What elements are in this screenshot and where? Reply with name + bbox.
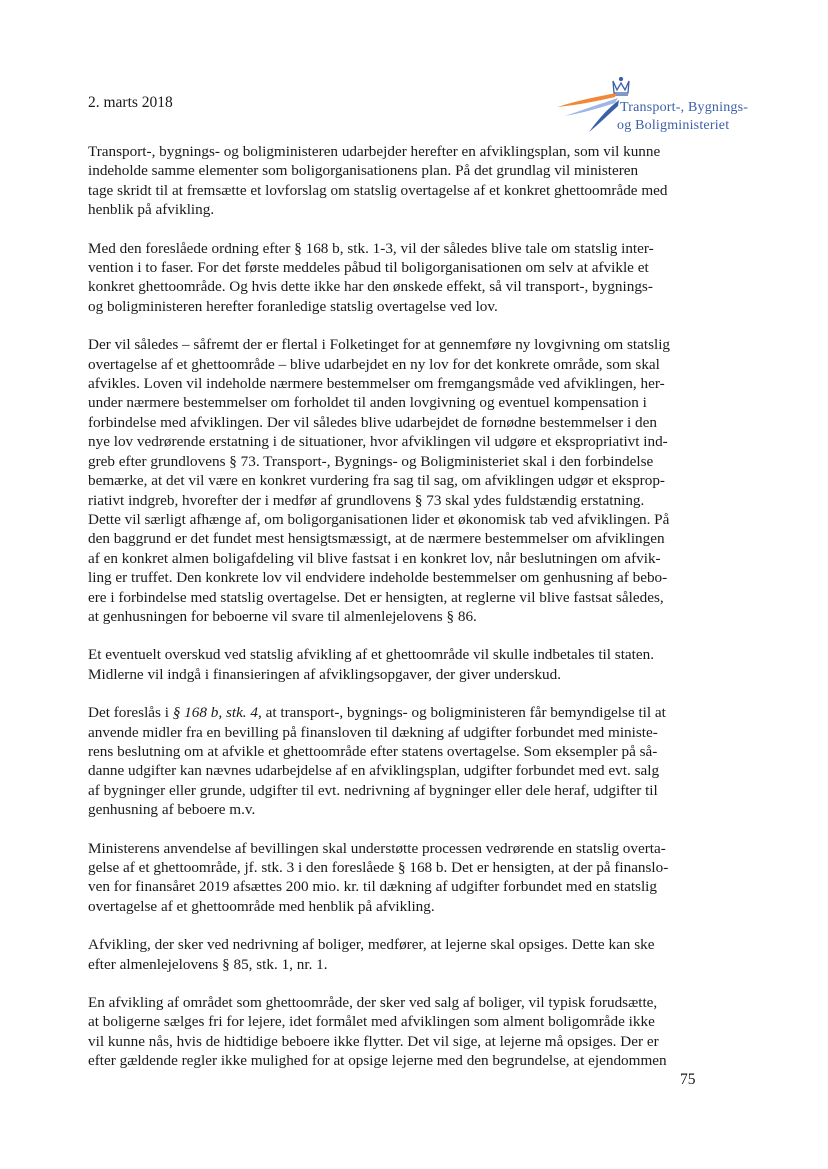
text-line: En afvikling af området som ghettoområde, der sker ved salg af boliger, vil typisk forudsætte, <box>88 994 658 1012</box>
text-line: vil kunne nås, hvis de hidtidige beboere ikke flytter. Det vil sige, at lejerne må opsiges. Der er <box>88 1032 659 1050</box>
text-line: riativt indgreb, hvorefter der i medfør af grundlovens § 73 skal ydes fuldstændig erstatning. <box>88 491 645 509</box>
text-line: konkret ghettoområde. Og hvis dette ikke har den ønskede effekt, så vil transport-, bygnings- <box>88 278 653 296</box>
text-line: anvende midler fra en bevilling på finansloven til dækning af udgifter forbundet med ministe- <box>88 723 658 741</box>
text-line: greb efter grundlovens § 73. Transport-, Bygnings- og Boligministeriet skal i den forbindelse <box>88 452 654 470</box>
section-reference: § 168 b, stk. 4 <box>172 704 258 722</box>
text-line: af en konkret almen boligafdeling vil blive fastsat i en konkret lov, når beslutningen om afvik- <box>88 549 661 567</box>
text-line: Transport-, bygnings- og boligministeren udarbejder herefter en afviklingsplan, som vil kunne <box>88 143 661 160</box>
paragraph-2 <box>88 239 708 317</box>
text-line: at genhusningen for beboerne vil svare til almenlejelovens § 86. <box>88 607 477 625</box>
text-line: rens beslutning om at afvikle et ghettoområde efter statens overtagelse. Som eksempler på så- <box>88 742 658 760</box>
text-line: indeholde samme elementer som boligorganisationens plan. På det grundlag vil ministeren <box>88 162 639 180</box>
text-prefix: Det foreslås i <box>88 704 173 722</box>
page-number: 75 <box>680 1071 696 1088</box>
text-line: afvikles. Loven vil indeholde nærmere bestemmelser om fremgangsmåde ved afviklingen, her- <box>88 375 665 393</box>
text-line: Midlerne vil indgå i finansieringen af afviklingsopgaver, der giver underskud. <box>88 665 562 683</box>
logo-line-1: Transport-, Bygnings- <box>620 100 749 115</box>
text-line: danne udgifter kan nævnes udarbejdelse af en afviklingsplan, udgifter forbundet med evt. salg <box>88 762 660 780</box>
logo-line-2: og Boligministeriet <box>617 118 730 133</box>
text-line: at boligerne sælges fri for lejere, idet formålet med afviklingen som alment boligområde ikke <box>88 1013 655 1031</box>
text-line: henblik på afvikling. <box>88 201 215 219</box>
text-line: ling er truffet. Den konkrete lov vil endvidere indeholde bestemmelser om genhusning af bebo- <box>88 569 668 587</box>
text-line: Dette vil særligt afhænge af, om boligorganisationen lider et økonomisk tab ved afviklingen. På <box>88 510 670 528</box>
text-line: genhusning af beboere m.v. <box>88 801 256 819</box>
paragraph-6 <box>88 839 708 917</box>
text-line: Et eventuelt overskud ved statslig afvikling af et ghettoområde vil skulle indbetales til staten. <box>88 646 655 664</box>
text-suffix: , at transport-, bygnings- og boligministeren får bemyndigelse til at <box>258 704 666 722</box>
text-line: af bygninger eller grunde, udgifter til evt. nedrivning af bygninger eller dele heraf, udgifter til <box>88 781 658 799</box>
text-line: Afvikling, der sker ved nedrivning af boliger, medfører, at lejerne skal opsiges. Dette kan ske <box>88 936 655 954</box>
text-line: ven for finansåret 2019 afsættes 200 mio. kr. til dækning af udgifter forbundet med en statslig <box>88 878 657 896</box>
paragraph-1 <box>88 142 708 220</box>
paragraph-5 <box>88 703 708 819</box>
text-line: Med den foreslåede ordning efter § 168 b, stk. 1-3, vil der således blive tale om statslig inter- <box>88 239 654 257</box>
text-line: og boligministeren herefter foranledige statslig overtagelse ved lov. <box>88 297 498 315</box>
text-line: efter almenlejelovens § 85, stk. 1, nr. 1. <box>88 955 328 973</box>
text-line: vention i to faser. For det første meddeles påbud til boligorganisationen om selv at afvikle et <box>88 259 649 277</box>
ministry-logo <box>555 76 775 140</box>
text-line: bemærke, at det vil være en konkret vurdering fra sag til sag, om afviklingen udgør et eksprop- <box>88 472 665 490</box>
text-line: overtagelse af et ghettoområde – blive udarbejdet en ny lov for det konkrete område, som skal <box>88 355 660 373</box>
text-line: tage skridt til at fremsætte et lovforslag om statslig overtagelse af et konkret ghettoområde med <box>88 181 668 199</box>
text-line: Ministerens anvendelse af bevillingen skal understøtte processen vedrørende en statslig overta- <box>88 839 666 857</box>
date: 2. marts 2018 <box>88 94 173 111</box>
paragraph-8 <box>88 993 708 1071</box>
paragraph-7 <box>88 935 708 974</box>
text-line: nye lov vedrørende erstatning i de situationer, hvor afviklingen vil udgøre et ekspropriativt ind- <box>88 433 668 451</box>
text-line: forbindelse med afviklingen. Der vil således blive udarbejdet de fornødne bestemmelser i den <box>88 413 657 431</box>
text-line-first <box>88 703 708 722</box>
document-body <box>88 142 708 1090</box>
text-line: overtagelse af et ghettoområde med henblik på afvikling. <box>88 897 435 915</box>
paragraph-4 <box>88 645 708 684</box>
text-line: gelse af et ghettoområde, jf. stk. 3 i den foreslåede § 168 b. Det er hensigten, at der på finanslo- <box>88 859 669 876</box>
text-line: den baggrund er det fundet mest hensigtsmæssigt, at de nærmere bestemmelser om afviklingen <box>88 530 665 548</box>
text-line: under nærmere bestemmelser om forholdet til anden lovgivning og eventuel kompensation i <box>88 394 647 412</box>
text-line: ere i forbindelse med statslig overtagelse. Det er hensigten, at reglerne vil blive fastsat således, <box>88 588 664 606</box>
text-line: efter gældende regler ikke mulighed for at opsige lejerne med den begrundelse, at ejendommen <box>88 1052 667 1070</box>
text-line: Der vil således – såfremt der er flertal i Folketinget for at gennemføre ny lovgivning om statslig <box>88 336 671 354</box>
paragraph-3 <box>88 335 708 626</box>
